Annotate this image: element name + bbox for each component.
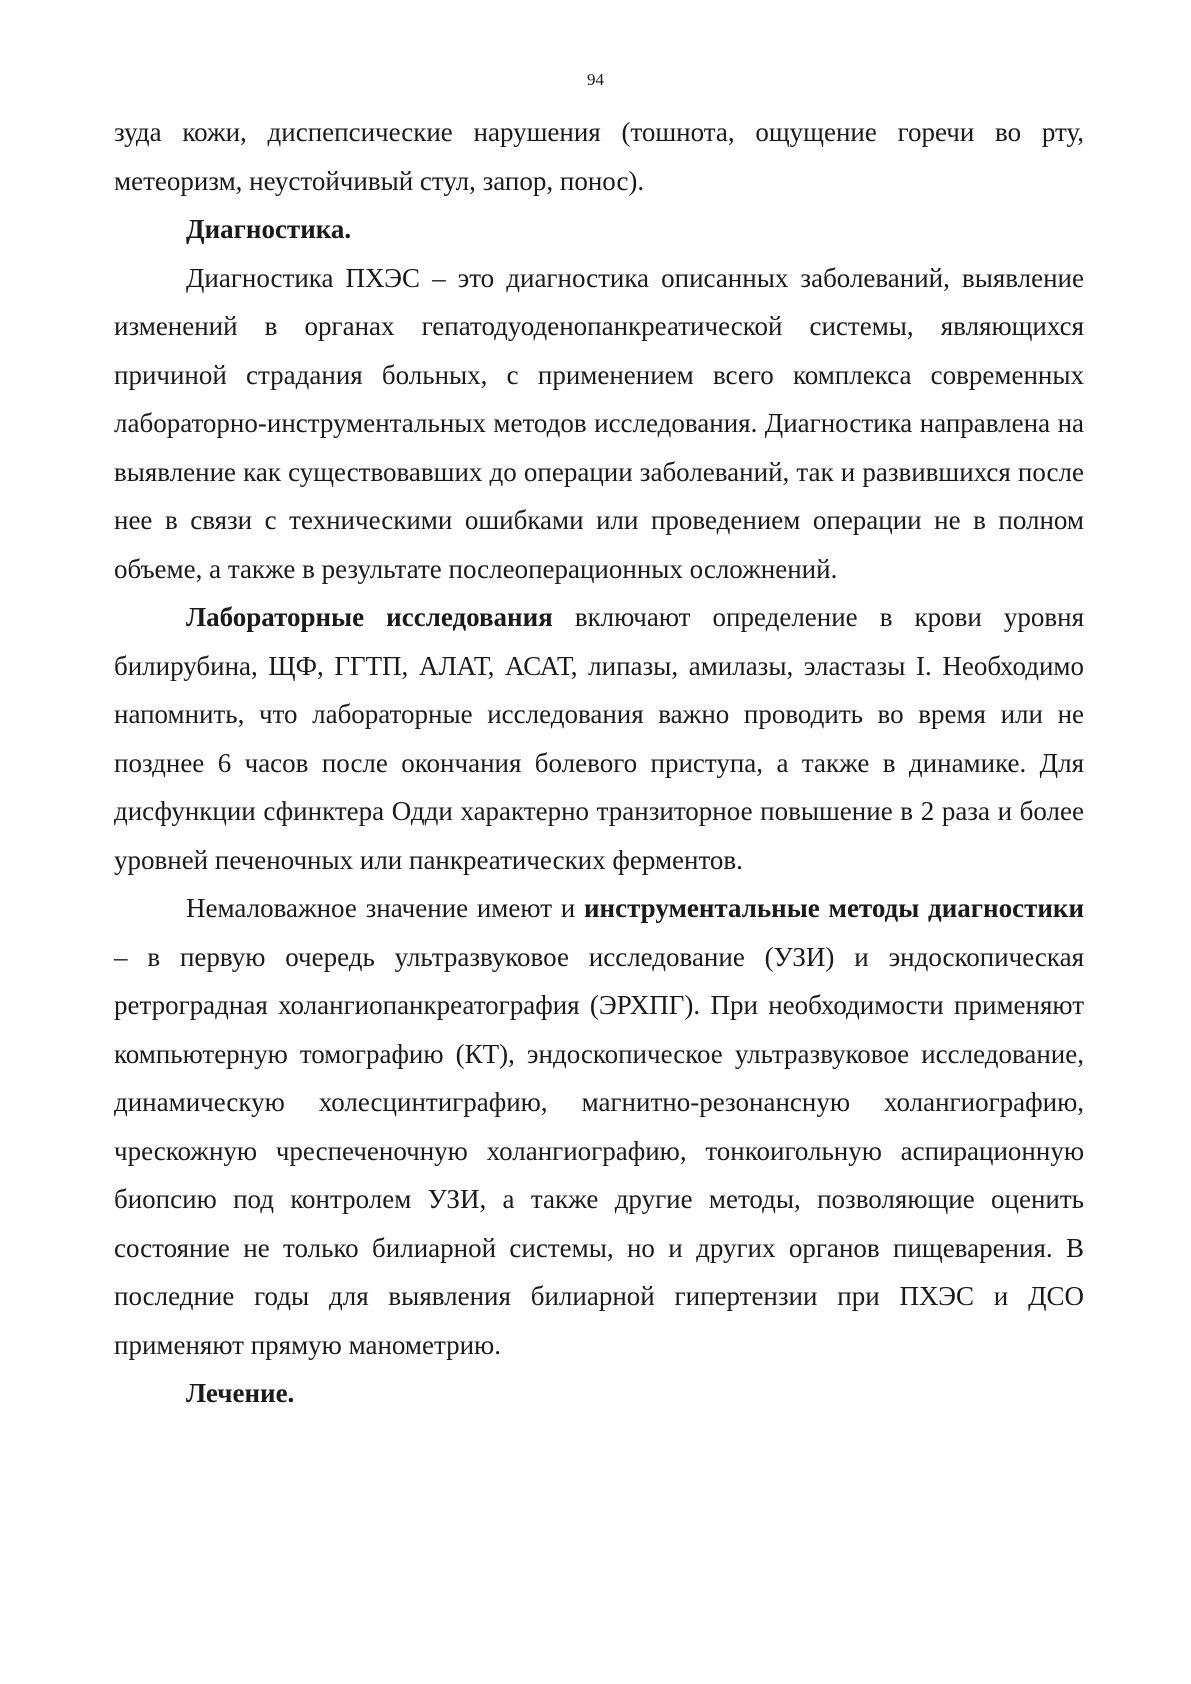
heading-diagnostics: Диагностика. [186,214,352,244]
paragraph-instrumental [114,884,1084,1369]
paragraph-instrumental-text: – в первую очередь ультразвуковое исследование (УЗИ) и эндоскопическая ретроградная холангиопанкреатография (ЭРХПГ). При необходимости применяют компьютерную томографию (КТ), эндоскопическое ультразвуковое исследование, динамическую холесцинтиграфию, магнитно-резонансную холангиографию, чрескожную чреспеченочную холангиографию, тонкоигольную аспирационную биопсию под контролем УЗИ, а также другие методы, позволяющие оценить состояние не только билиарной системы, но и других органов пищеварения. В последние годы для выявления билиарной гипертензии при ПХЭС и ДСО применяют прямую манометрию. [114,941,1084,1360]
paragraph-instrumental-intro: Немаловажное значение имеют и [186,893,584,923]
term-laboratory-studies: Лабораторные исследования [186,602,553,632]
page-number: 94 [587,70,604,89]
heading-treatment: Лечение. [186,1378,295,1408]
paragraph-laboratory-text: включают определение в крови уровня билирубина, ЩФ, ГГТП, АЛАТ, АСАТ, липазы, амилазы, эластазы I. Необходимо напомнить, что лабораторные исследования важно проводить во время или не позднее 6 часов после окончания болевого приступа, а также в динамике. Для дисфункции сфинктера Одди характерно транзиторное повышение в 2 раза и более уровней печеночных или панкреатических ферментов. [114,602,1084,875]
paragraph-diagnostics: Диагностика ПХЭС – это диагностика описанных заболеваний, выявление изменений в органах гепатодуоденопанкреатической системы, являющихся причиной страдания больных, с применением всего комплекса современных лабораторно-инструментальных методов исследования. Диагностика направлена на выявление как существовавших до операции заболеваний, так и развившихся после нее в связи с техническими ошибками или проведением операции не в полном объеме, а также в результате послеоперационных осложнений. [114,262,1084,584]
paragraph-laboratory [114,593,1084,884]
term-instrumental-methods: инструментальные методы диагностики [583,893,1085,923]
paragraph-continuation: зуда кожи, диспепсические нарушения (тошнота, ощущение горечи во рту, метеоризм, неустойчивый стул, запор, понос). [114,117,1084,196]
document-body [114,108,1084,1418]
